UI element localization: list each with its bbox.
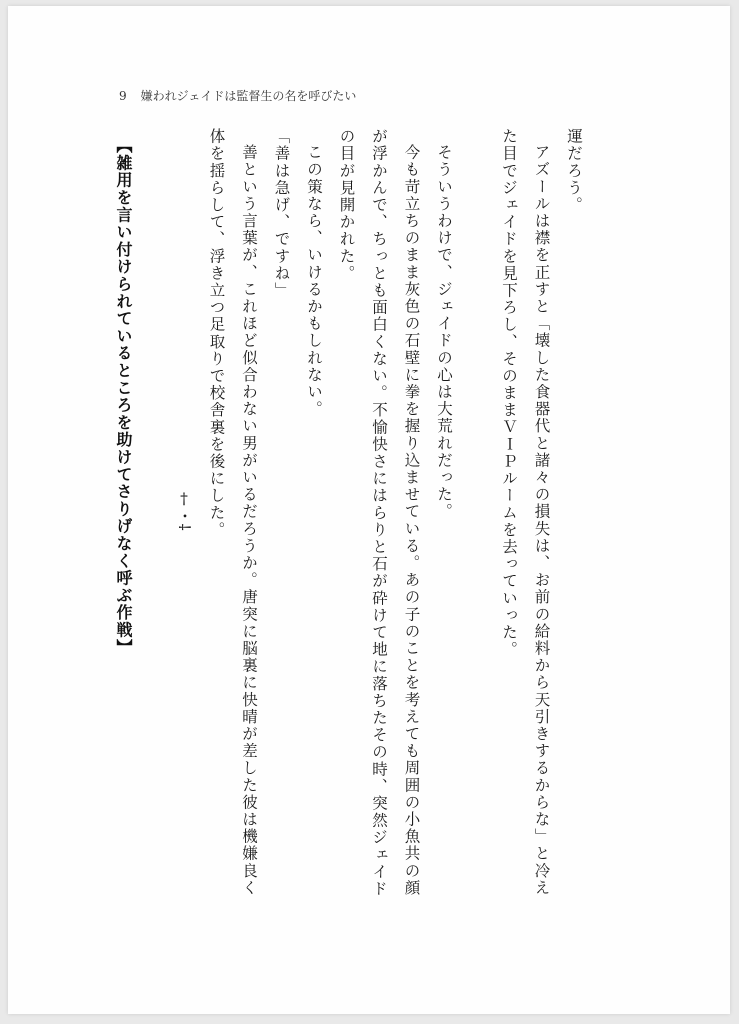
blank-line: [460, 128, 493, 928]
text-line: そういうわけで、ジェイドの心は大荒れだった。: [435, 143, 453, 520]
text-line: 運だろう。: [565, 128, 583, 214]
book-title: 嫌われジェイドは監督生の名を呼びたい: [140, 89, 357, 103]
text-line: アズールは襟を正すと「壊した食器代と諸々の損失は、お前の給料から天引きするからな」と冷え: [532, 143, 551, 896]
text-line: 善という言葉が、これほど似合わない男がいるだろうか。唐突に脳裏に快晴が差した彼は機嫌良く: [240, 143, 258, 896]
text-line: 体を揺らして、浮き立つ足取りで校舎裏を後にした。: [207, 128, 226, 539]
running-header: [119, 87, 356, 104]
section-separator: †・⸸: [175, 490, 193, 531]
text-line: た目でジェイドを見下ろし、そのままＶＩＰルームを去っていった。: [500, 128, 518, 659]
next-chapter-title: 【雑用を言い付けられているところを助けてさりげなく呼ぶ作戦】: [114, 137, 133, 656]
page-number: 9: [119, 89, 127, 103]
text-line: が浮かんで、ちっとも面白くない。不愉快さにはらりと石が砕けて地に落ちたその時、突然ジェイド: [370, 128, 388, 898]
text-line: 「善は急げ、ですね」: [272, 128, 291, 299]
body-text: [168, 128, 591, 928]
text-line: この策なら、いけるかもしれない。: [305, 143, 323, 418]
text-line: 今も苛立ちのまま灰色の石壁に拳を握り込ませている。あの子のことを考えても周囲の小魚共の顔: [402, 143, 421, 896]
book-page: [8, 6, 730, 1014]
text-line: の目が見開かれた。: [337, 128, 356, 282]
